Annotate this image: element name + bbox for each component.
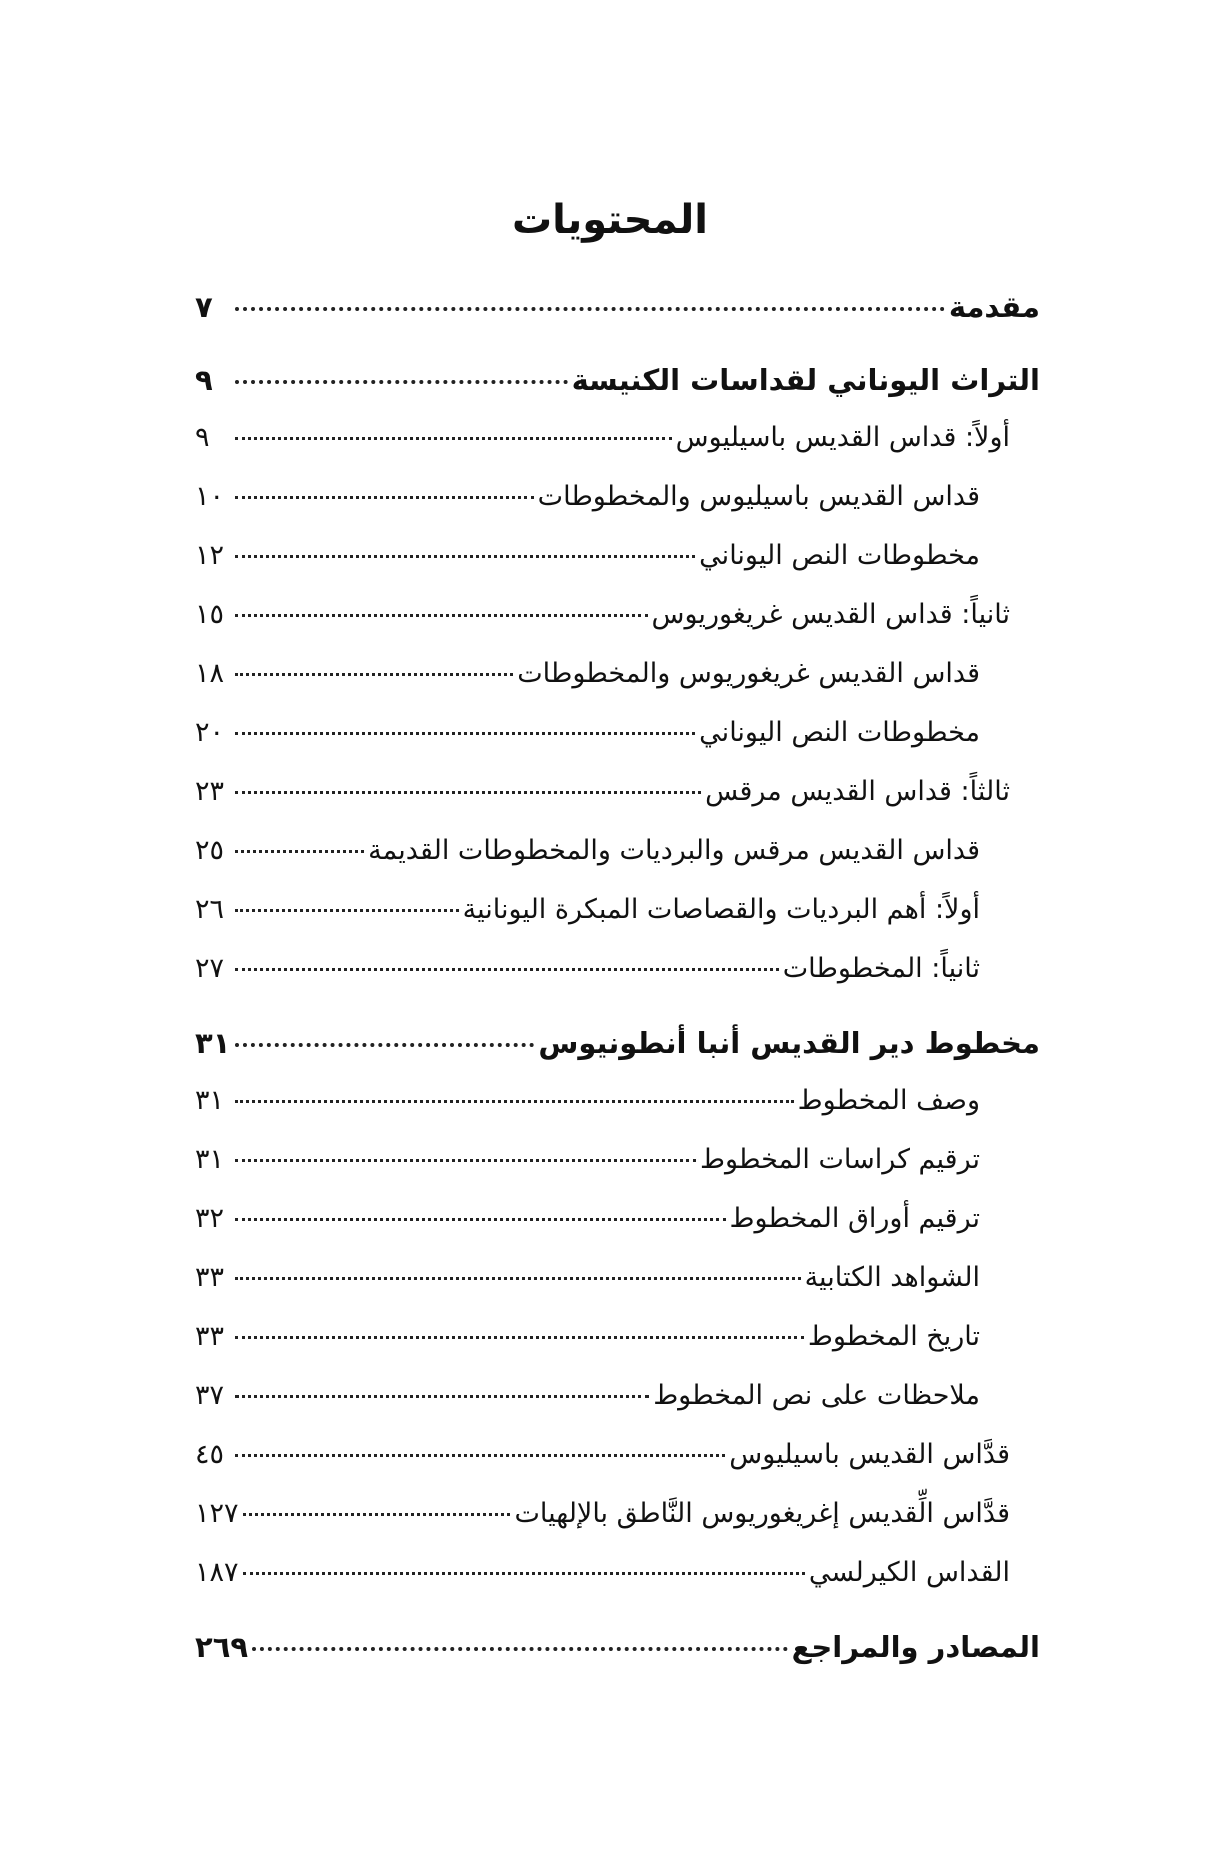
toc-entry-label: قداس القديس غريغوريوس والمخطوطات (517, 658, 980, 689)
toc-entry-label: أولاً: قداس القديس باسيليوس (675, 422, 1010, 453)
toc-entry-page: ٣١ (195, 1085, 225, 1116)
toc-entry-label: قداس القديس مرقس والبرديات والمخطوطات القديمة (368, 835, 980, 866)
toc-entry-label: ملاحظات على نص المخطوط (653, 1380, 980, 1411)
toc-entry-basil-greek-text[interactable] (195, 540, 1040, 599)
dot-leader (235, 1159, 696, 1162)
dot-leader (235, 496, 534, 499)
toc-entry-label: التراث اليوناني لقداسات الكنيسة (571, 363, 1040, 397)
toc-entry-page: ١٨ (195, 658, 225, 689)
dot-leader (235, 1336, 804, 1339)
toc-entry-gregory-liturgy-text[interactable] (195, 1498, 1040, 1557)
toc-entry-label: أولاً: أهم البرديات والقصاصات المبكرة اليونانية (462, 894, 980, 925)
toc-entry-gregory-greek-text[interactable] (195, 717, 1040, 776)
toc-entry-page: ١٨٧ (195, 1557, 239, 1588)
toc-entry-page: ٢٠ (195, 717, 225, 748)
toc-entry-label: قدَّاس الِّقديس إغريغوريوس النَّاطق بالإلهيات (514, 1498, 1010, 1529)
toc-entry-cyril-liturgy-text[interactable] (195, 1557, 1040, 1616)
toc-entry-page: ١٠ (195, 481, 225, 512)
toc-entry-page: ١٢٧ (195, 1498, 239, 1529)
toc-entry-mark-manuscripts[interactable] (195, 953, 1040, 1012)
dot-leader (235, 307, 945, 311)
toc-entry-page: ٣١ (195, 1144, 225, 1175)
dot-leader (243, 1572, 805, 1575)
toc-entry-label: ترقيم كراسات المخطوط (700, 1144, 980, 1175)
toc-entry-page: ٢٧ (195, 953, 225, 984)
dot-leader (235, 1218, 726, 1221)
table-of-contents (195, 290, 1040, 1689)
toc-entry-label: قدَّاس القديس باسيليوس (729, 1439, 1010, 1470)
toc-entry-introduction[interactable] (195, 290, 1040, 349)
toc-entry-page: ٣٣ (195, 1321, 225, 1352)
toc-entry-page: ٣٣ (195, 1262, 225, 1293)
toc-entry-page: ٣٢ (195, 1203, 225, 1234)
toc-entry-mark-liturgy[interactable] (195, 776, 1040, 835)
dot-leader (235, 380, 568, 384)
dot-leader (235, 1043, 534, 1047)
dot-leader (235, 673, 513, 676)
toc-entry-text-notes[interactable] (195, 1380, 1040, 1439)
toc-entry-biblical-citations[interactable] (195, 1262, 1040, 1321)
toc-entry-page: ٩ (195, 422, 210, 453)
toc-entry-label: ثانياً: المخطوطات (782, 953, 980, 984)
toc-entry-label: ترقيم أوراق المخطوط (729, 1203, 980, 1234)
toc-entry-greek-heritage[interactable] (195, 363, 1040, 422)
toc-entry-page: ٢٥ (195, 835, 225, 866)
toc-entry-early-greek-papyri[interactable] (195, 894, 1040, 953)
toc-entry-label: مخطوطات النص اليوناني (699, 540, 980, 571)
toc-entry-label: المصادر والمراجع (791, 1630, 1040, 1664)
toc-entry-references[interactable] (195, 1630, 1040, 1689)
toc-entry-antony-manuscript[interactable] (195, 1026, 1040, 1085)
toc-entry-basil-liturgy-text[interactable] (195, 1439, 1040, 1498)
toc-entry-manuscript-date[interactable] (195, 1321, 1040, 1380)
dot-leader (235, 1454, 725, 1457)
toc-entry-mark-papyri[interactable] (195, 835, 1040, 894)
dot-leader (235, 555, 695, 558)
toc-entry-page: ٢٦٩ (195, 1630, 249, 1664)
dot-leader (235, 437, 672, 440)
toc-entry-page: ٢٣ (195, 776, 225, 807)
toc-entry-basil-liturgy[interactable] (195, 422, 1040, 481)
toc-entry-page: ١٢ (195, 540, 225, 571)
toc-entry-page: ٧ (195, 290, 213, 324)
dot-leader (235, 850, 364, 853)
dot-leader (235, 791, 701, 794)
dot-leader (235, 614, 648, 617)
toc-entry-page: ٣٧ (195, 1380, 225, 1411)
dot-leader (235, 909, 459, 912)
toc-entry-folio-numbering[interactable] (195, 1203, 1040, 1262)
dot-leader (243, 1513, 511, 1516)
toc-entry-label: قداس القديس باسيليوس والمخطوطات (537, 481, 980, 512)
toc-entry-label: تاريخ المخطوط (807, 1321, 980, 1352)
dot-leader (235, 1395, 649, 1398)
dot-leader (252, 1647, 787, 1651)
toc-entry-label: الشواهد الكتابية (804, 1262, 980, 1293)
toc-entry-page: ٩ (195, 363, 213, 397)
toc-entry-page: ٢٦ (195, 894, 225, 925)
page-title: المحتويات (511, 197, 708, 243)
toc-entry-label: القداس الكيرلسي (808, 1557, 1010, 1588)
toc-entry-manuscript-description[interactable] (195, 1085, 1040, 1144)
toc-entry-label: وصف المخطوط (797, 1085, 980, 1116)
toc-entry-label: مقدمة (948, 290, 1040, 324)
toc-entry-page: ٣١ (195, 1026, 231, 1060)
dot-leader (235, 1100, 794, 1103)
dot-leader (235, 732, 695, 735)
toc-entry-label: مخطوط دير القديس أنبا أنطونيوس (538, 1026, 1040, 1060)
toc-entry-label: ثانياً: قداس القديس غريغوريوس (651, 599, 1010, 630)
toc-entry-page: ٤٥ (195, 1439, 225, 1470)
toc-entry-label: مخطوطات النص اليوناني (699, 717, 980, 748)
toc-entry-quire-numbering[interactable] (195, 1144, 1040, 1203)
toc-entry-label: ثالثاً: قداس القديس مرقس (705, 776, 1010, 807)
toc-entry-basil-manuscripts[interactable] (195, 481, 1040, 540)
dot-leader (235, 1277, 801, 1280)
toc-entry-page: ١٥ (195, 599, 225, 630)
toc-entry-gregory-liturgy[interactable] (195, 599, 1040, 658)
dot-leader (235, 968, 779, 971)
toc-entry-gregory-manuscripts[interactable] (195, 658, 1040, 717)
